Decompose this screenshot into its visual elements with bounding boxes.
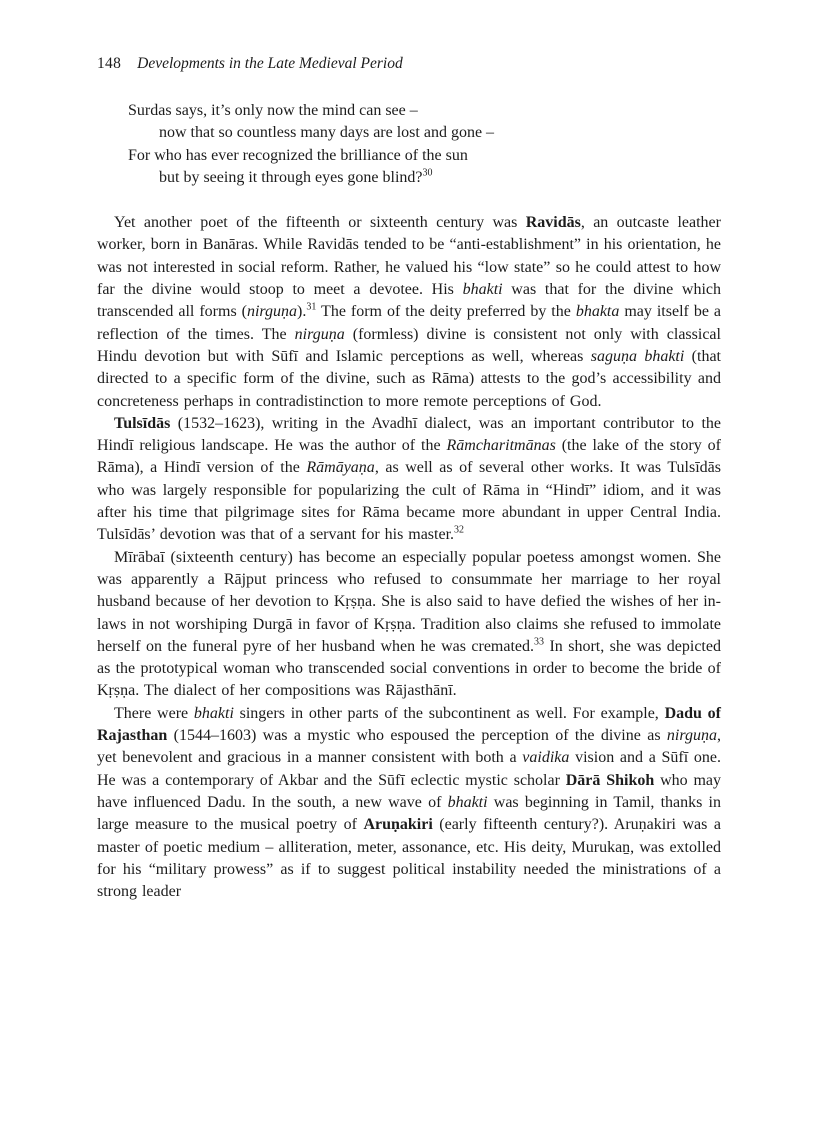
- verse-quote: [128, 100, 721, 189]
- body-text: [97, 212, 721, 903]
- paragraph: Yet another poet of the fifteenth or sixteenth century was Ravidās, an outcaste leather worker, born in Banāras. While Ravidās tended to be “anti-establishment” in his orientation, he was not interested in social reform. Rather, he valued his “low state” so he could attest to how far the divine would stoop to meet a devotee. His bhakti was that for the divine which transcended all forms (nirguṇa).$^{31}$ The form of the deity preferred by the bhakta may itself be a reflection of the times. The nirguṇa (formless) divine is consistent not only with classical Hindu devotion but with Sūfī and Islamic perceptions as well, whereas saguṇa bhakti (that directed to a specific form of the divine, such as Rāma) attests to the god’s accessibility and concreteness perhaps in contradistinction to more remote perceptions of God.: [97, 214, 721, 410]
- page-content: [97, 54, 721, 903]
- verse-line: For who has ever recognized the brilliance of the sun: [128, 146, 468, 164]
- footnote-ref: 31: [306, 302, 317, 314]
- footnote-ref: 33: [534, 636, 545, 648]
- verse-line: now that so countless many days are lost and gone –: [159, 124, 495, 142]
- footnote-ref: 30: [422, 167, 433, 179]
- running-head-title: Developments in the Late Medieval Period: [137, 55, 403, 72]
- verse-line: Surdas says, it’s only now the mind can see –: [128, 102, 418, 119]
- paragraph: There were bhakti singers in other parts of the subcontinent as well. For example, Dadu of Rajasthan (1544–1603) was a mystic who espoused the perception of the divine as nirguṇa, yet benevolent and gracious in a manner consistent with both a vaidika vision and a Sūfī one. He was a contemporary of Akbar and the Sūfī eclectic mystic scholar Dārā Shikoh who may have influenced Dadu. In the south, a new wave of bhakti was beginning in Tamil, thanks in large measure to the musical poetry of Aruṇakiri (early fifteenth century?). Aruṇakiri was a master of poetic medium – alliteration, meter, assonance, etc. His deity, Murukaṉ, was extolled for his “military prowess” as if to suggest political instability needed the ministrations of a strong leader: [97, 704, 722, 901]
- page-number: 148: [97, 55, 122, 72]
- footnote-ref: 32: [454, 525, 465, 537]
- paragraph: Tulsīdās (1532–1623), writing in the Avadhī dialect, was an important contributor to the Hindī religious landscape. He was the author of the Rāmcharitmānas (the lake of the story of Rāma), a Hindī version of the Rāmāyaṇa, as well as of several other works. It was Tulsīdās who was largely responsible for popularizing the cult of Rāma in “Hindī” idiom, and it was after his time that pilgrimage sites for Rāma became more abundant in upper Central India. Tulsīdās’ devotion was that of a servant for his master.$^{32}$: [97, 414, 721, 544]
- verse-line: but by seeing it through eyes gone blind?$^{30}$: [159, 167, 433, 186]
- paragraph: Mīrābaī (sixteenth century) has become an especially popular poetess amongst women. She was apparently a Rājput princess who refused to consummate her marriage to her royal husband because of her devotion to Kṛṣṇa. She is also said to have defied the wishes of her in-laws in not worshiping Durgā in favor of Kṛṣṇa. Tradition also claims she refused to immolate herself on the funeral pyre of her husband when he was cremated.$^{33}$ In short, she was depicted as the prototypical woman who transcended social conventions in order to become the bride of Kṛṣṇa. The dialect of her compositions was Rājasthānī.: [97, 548, 721, 700]
- running-header: [97, 54, 721, 74]
